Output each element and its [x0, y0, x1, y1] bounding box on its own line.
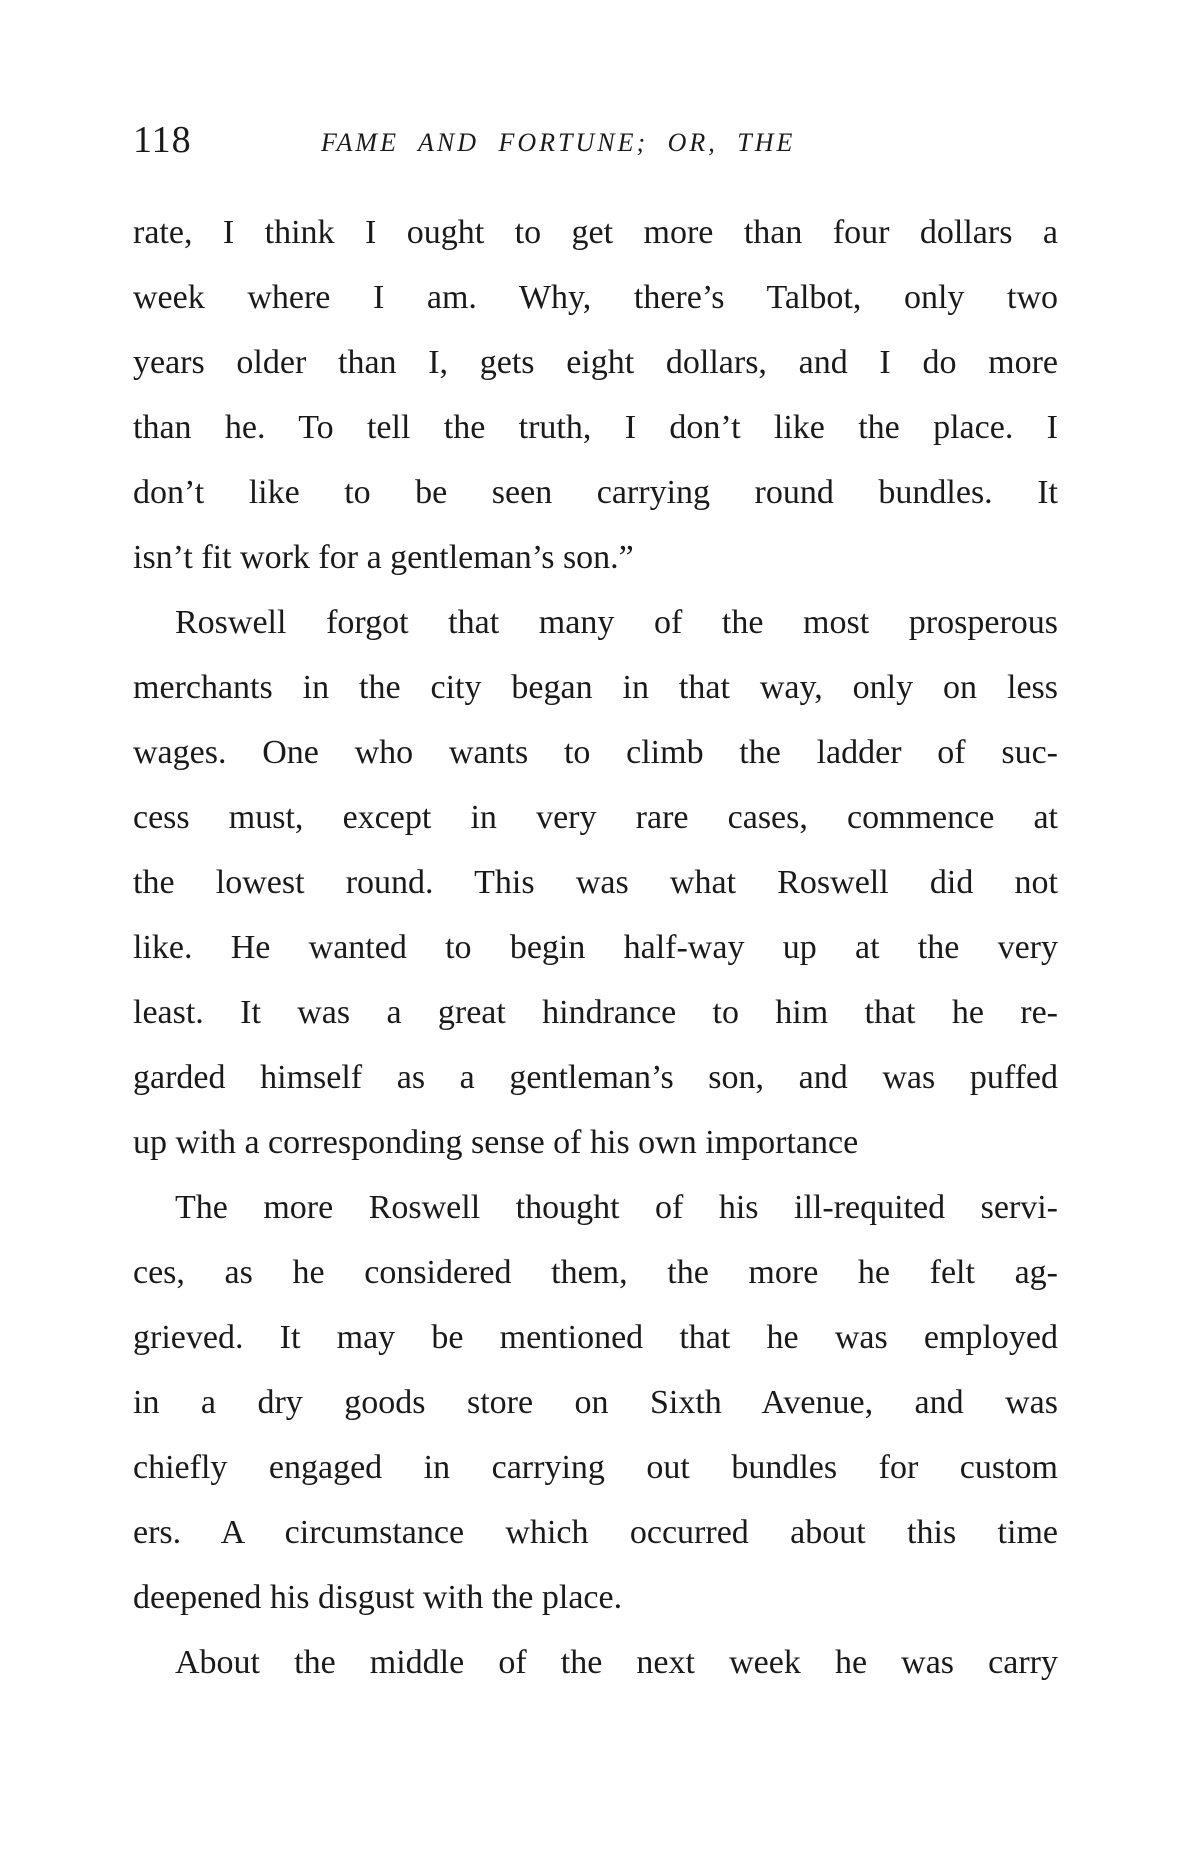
page-header	[133, 118, 1073, 168]
text-line: rate, I think I ought to get more than four dollars a	[133, 214, 1058, 251]
text-line: week where I am. Why, there’s Talbot, only two	[133, 279, 1058, 316]
text-line: like. He wanted to begin half-way up at the very	[133, 929, 1058, 966]
text-line: than he. To tell the truth, I don’t like the place. I	[133, 409, 1058, 446]
text-line: merchants in the city began in that way, only on less	[133, 669, 1058, 706]
paragraph-start-line: The more Roswell thought of his ill-requited servi-	[175, 1189, 1058, 1226]
paragraph-start-line: About the middle of the next week he was carry	[175, 1644, 1058, 1681]
text-line: up with a corresponding sense of his own importance	[133, 1124, 859, 1161]
text-line: isn’t fit work for a gentleman’s son.”	[133, 539, 634, 576]
running-head: FAME AND FORTUNE; OR, THE	[321, 128, 796, 157]
body-text	[133, 200, 1058, 1695]
paragraph-start-line: Roswell forgot that many of the most prosperous	[175, 604, 1058, 641]
page-number: 118	[133, 119, 192, 161]
text-line: the lowest round. This was what Roswell did not	[133, 864, 1058, 901]
text-line: garded himself as a gentleman’s son, and was puffed	[133, 1059, 1058, 1096]
text-line: chiefly engaged in carrying out bundles for custom	[133, 1449, 1058, 1486]
text-line: cess must, except in very rare cases, commence at	[133, 799, 1058, 836]
text-line: in a dry goods store on Sixth Avenue, and was	[133, 1384, 1058, 1421]
text-line: don’t like to be seen carrying round bundles. It	[133, 474, 1058, 511]
text-line: deepened his disgust with the place.	[133, 1579, 623, 1616]
text-line: ers. A circumstance which occurred about this time	[133, 1514, 1058, 1551]
text-line: least. It was a great hindrance to him that he re-	[133, 994, 1058, 1031]
text-line: ces, as he considered them, the more he felt ag-	[133, 1254, 1058, 1291]
text-line: wages. One who wants to climb the ladder of suc-	[133, 734, 1058, 771]
text-line: grieved. It may be mentioned that he was employed	[133, 1319, 1058, 1356]
text-line: years older than I, gets eight dollars, and I do more	[133, 344, 1058, 381]
